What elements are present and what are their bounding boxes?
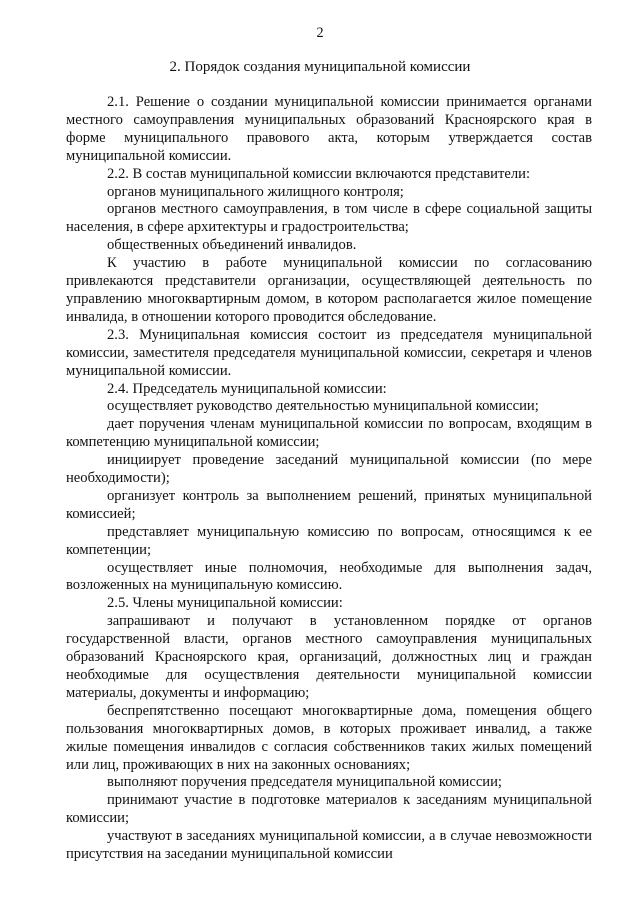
paragraph: К участию в работе муниципальной комиссии по согласованию привлекаются представители организации, осуществляющей деятельность по управлению многоквартирным домом, в котором располагается жилое помещение инвалида, в отношении которого проводится обследование.	[66, 255, 592, 325]
paragraph: 2.2. В состав муниципальной комиссии включаются представители:	[107, 165, 530, 182]
paragraph: 2.4. Председатель муниципальной комиссии:	[107, 380, 387, 397]
paragraph: принимают участие в подготовке материалов к заседаниям муниципальной комиссии;	[66, 792, 592, 827]
page-number: 2	[316, 25, 324, 41]
paragraph: инициирует проведение заседаний муниципальной комиссии (по мере необходимости);	[66, 452, 592, 487]
paragraph: организует контроль за выполнением решений, принятых муниципальной комиссией;	[66, 487, 592, 522]
paragraph: выполняют поручения председателя муниципальной комиссии;	[107, 774, 502, 791]
paragraph: беспрепятственно посещают многоквартирные дома, помещения общего пользования многоквартирных домов, в которых проживает инвалид, а также жилые помещения инвалидов с согласия собственников таких жилых помещений или лиц, проживающих в них на законных основаниях;	[66, 702, 592, 773]
paragraph: осуществляет иные полномочия, необходимые для выполнения задач, возложенных на муниципальную комиссию.	[66, 559, 592, 594]
paragraph: осуществляет руководство деятельностью муниципальной комиссии;	[107, 398, 539, 415]
paragraph: запрашивают и получают в установленном порядке от органов государственной власти, органов местного самоуправления муниципальных образований Красноярского края, организаций, должностных лиц и граждан необходимые для осуществления деятельности муниципальной комиссии материалы, документы и информацию;	[66, 613, 592, 701]
paragraph: органов местного самоуправления, в том числе в сфере социальной защиты населения, в сфере архитектуры и градостроительства;	[66, 201, 592, 236]
paragraph: участвуют в заседаниях муниципальной комиссии, а в случае невозможности присутствия на заседании муниципальной комиссии	[66, 828, 592, 863]
document-body	[66, 94, 592, 864]
paragraph: 2.3. Муниципальная комиссия состоит из председателя муниципальной комиссии, заместителя председателя муниципальной комиссии, секретаря и членов муниципальной комиссии.	[66, 326, 592, 379]
section-title: 2. Порядок создания муниципальной комиссии	[169, 59, 471, 75]
paragraph: 2.1. Решение о создании муниципальной комиссии принимается органами местного самоуправления муниципальных образований Красноярского края в форме муниципального правового акта, которым утверждается состав муниципальной комиссии.	[66, 94, 592, 164]
paragraph: дает поручения членам муниципальной комиссии по вопросам, входящим в компетенцию муниципальной комиссии;	[66, 416, 592, 451]
paragraph: представляет муниципальную комиссию по вопросам, относящимся к ее компетенции;	[66, 523, 592, 558]
paragraph: общественных объединений инвалидов.	[107, 237, 357, 254]
paragraph: 2.5. Члены муниципальной комиссии:	[107, 595, 343, 612]
paragraph: органов муниципального жилищного контроля;	[107, 183, 404, 200]
